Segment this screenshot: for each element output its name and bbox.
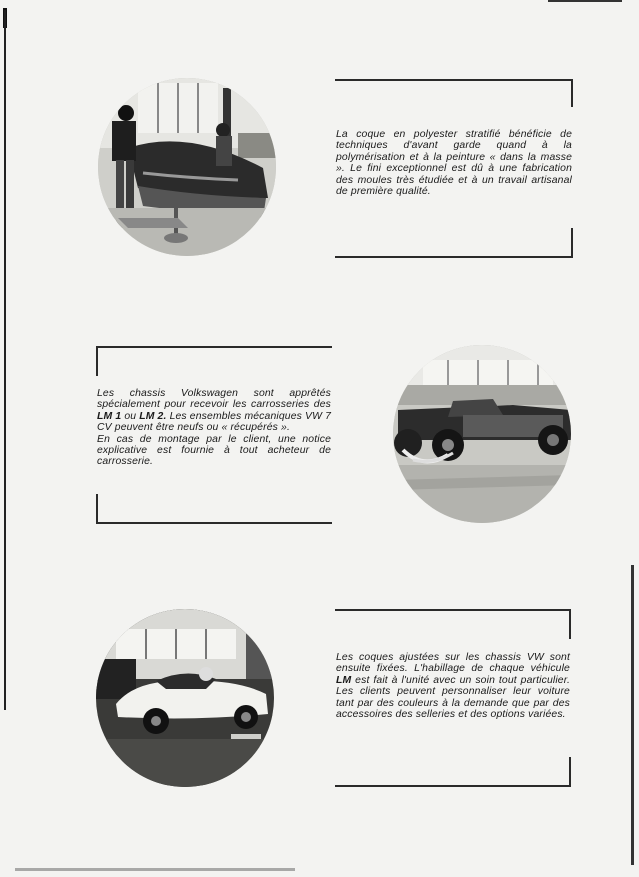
chassis-notice-text: En cas de montage par le client, une notice explicative est fournie à tout acheteur de carrosserie. bbox=[97, 433, 331, 468]
page-top-edge bbox=[548, 0, 622, 2]
page-left-edge bbox=[4, 10, 6, 710]
photo-finished-car bbox=[96, 609, 274, 787]
model-lm2: LM 2. bbox=[139, 410, 167, 422]
chassis-text-b: ou bbox=[121, 410, 140, 422]
page-right-edge bbox=[631, 565, 634, 865]
model-lm1: LM 1 bbox=[97, 410, 122, 422]
photo-workshop-hull bbox=[98, 78, 276, 256]
chassis-text-a: Les chassis Volkswagen sont apprêtés spécialement pour recevoir les carrosseries des bbox=[97, 388, 331, 411]
photo-garage-chassis bbox=[393, 345, 571, 523]
chassis-text-c: Les ensembles mécaniques VW 7 CV peuvent être neufs ou « récupérés ». bbox=[97, 410, 332, 434]
page-bottom-edge bbox=[15, 868, 295, 871]
caption-hull: La coque en polyester stratifié bénéficie de techniques d'avant garde quand à la polymérisation et à la peinture « dans la masse ». Le fini exceptionnel est dû à une fabrication des moules très étudiée et à un travail artisanal de première qualité. bbox=[336, 129, 572, 198]
model-lm: LM bbox=[336, 674, 352, 686]
finishing-text-a: Les coques ajustées sur les chassis VW sont ensuite fixées. L'habillage de chaque véhicule bbox=[336, 652, 570, 675]
caption-finishing bbox=[336, 652, 570, 720]
caption-chassis bbox=[97, 388, 331, 468]
finishing-text-b: est fait à l'unité avec un soin tout particulier. Les clients peuvent personnaliser leur voiture tant par des couleurs à la demande que par des accessoires des selleries et des options variées. bbox=[336, 674, 570, 721]
